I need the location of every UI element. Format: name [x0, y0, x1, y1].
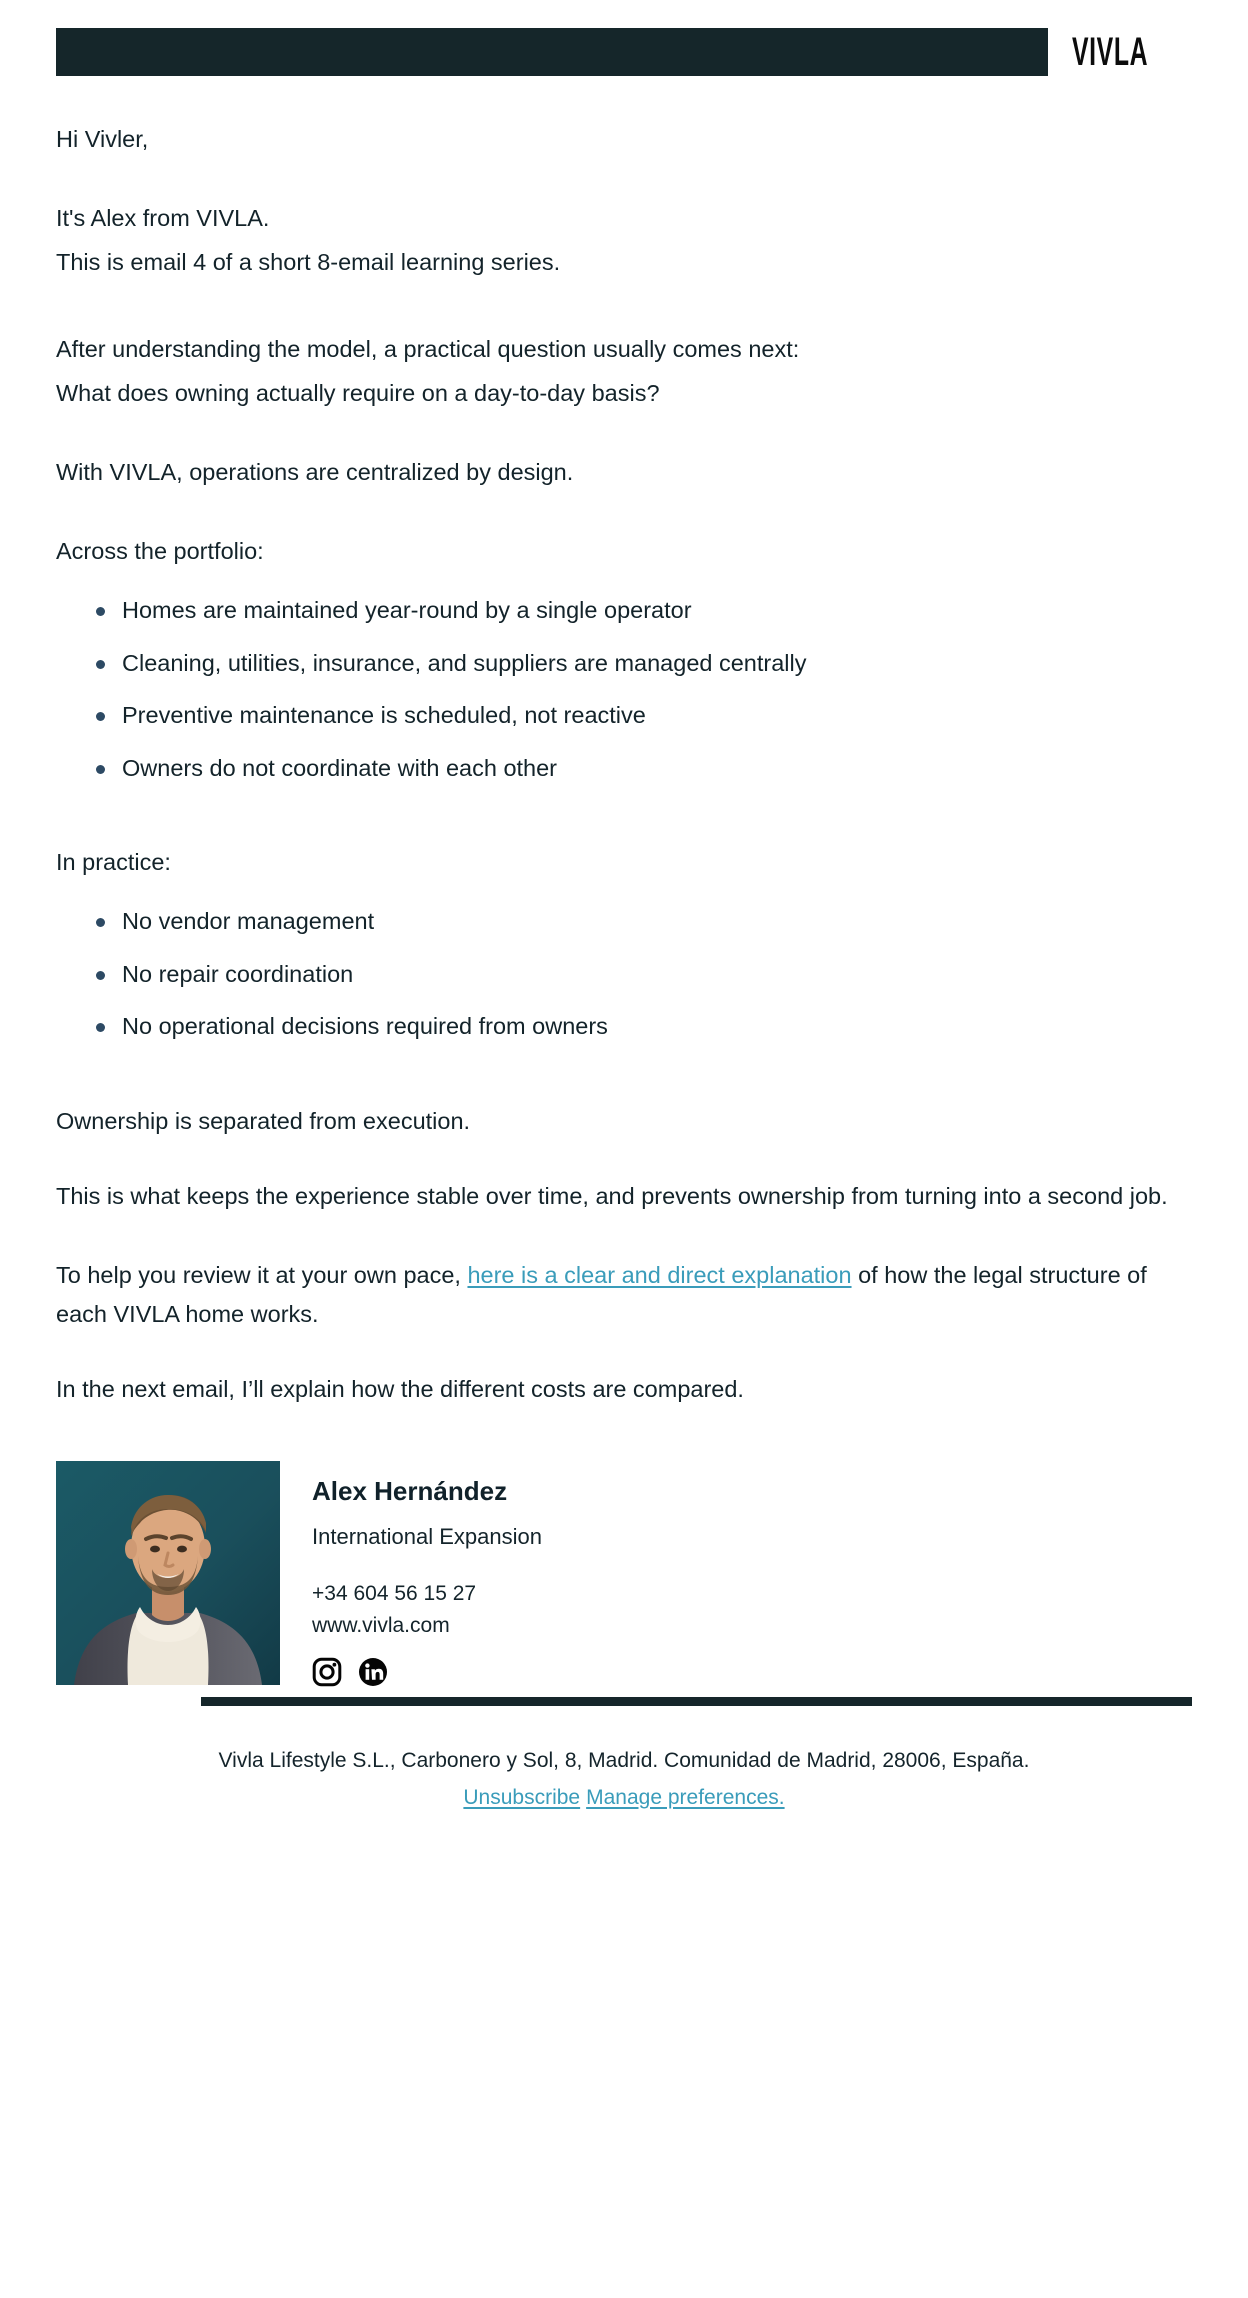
email-body — [0, 82, 1248, 1461]
question-block — [56, 334, 1192, 409]
review-text-before: To help you review it at your own pace, — [56, 1261, 468, 1288]
portfolio-list — [56, 595, 1192, 783]
list-item: No repair coordination — [94, 959, 1192, 990]
footer-address: Vivla Lifestyle S.L., Carbonero y Sol, 8, Madrid. Comunidad de Madrid, 28006, España. — [218, 1749, 1030, 1773]
linkedin-icon[interactable] — [358, 1657, 388, 1687]
review-text-after: of how the legal structure of each VIVLA home works. — [56, 1261, 1147, 1327]
manage-preferences-link[interactable]: Manage preferences. — [586, 1785, 785, 1809]
question-line-1: After understanding the model, a practical question usually comes next: — [56, 336, 800, 363]
list-item: Homes are maintained year-round by a single operator — [94, 595, 1192, 626]
signature-website: www.vivla.com — [312, 1613, 450, 1637]
vivla-logo: VIVLA — [1072, 30, 1149, 74]
email-footer — [0, 1706, 1248, 1837]
unsubscribe-link[interactable]: Unsubscribe — [463, 1785, 581, 1809]
signature-block — [0, 1461, 1248, 1687]
list-item: No vendor management — [94, 906, 1192, 937]
list-item: No operational decisions required from owners — [94, 1011, 1192, 1042]
legal-structure-link[interactable]: here is a clear and direct explanation — [467, 1261, 852, 1288]
footer-rule-wrap — [0, 1697, 1248, 1706]
avatar — [56, 1461, 280, 1685]
signature-text — [312, 1461, 1192, 1687]
list-item: Owners do not coordinate with each other — [94, 753, 1192, 784]
intro-line-1: It's Alex from VIVLA. — [56, 205, 270, 232]
list-item: Preventive maintenance is scheduled, not reactive — [94, 700, 1192, 731]
stability-paragraph: This is what keeps the experience stable over time, and prevents ownership from turning into a second job. — [56, 1182, 1168, 1209]
in-practice-heading: In practice: — [56, 849, 171, 876]
intro-line-2: This is email 4 of a short 8-email learning series. — [56, 249, 561, 276]
instagram-icon[interactable] — [312, 1657, 342, 1687]
review-paragraph — [56, 1256, 1186, 1334]
question-line-2: What does owning actually require on a day-to-day basis? — [56, 380, 660, 407]
footer-divider — [201, 1697, 1192, 1706]
centralized-statement: With VIVLA, operations are centralized by design. — [56, 459, 574, 486]
greeting-block — [56, 82, 1192, 155]
intro-block — [56, 203, 1192, 278]
signature-role: International Expansion — [312, 1524, 542, 1550]
in-practice-list — [56, 906, 1192, 1042]
social-links — [312, 1657, 1192, 1687]
separation-statement: Ownership is separated from execution. — [56, 1107, 471, 1134]
next-email-paragraph: In the next email, I’ll explain how the different costs are compared. — [56, 1375, 744, 1402]
footer-links — [40, 1783, 1208, 1813]
signature-name: Alex Hernández — [312, 1475, 508, 1506]
portfolio-heading: Across the portfolio: — [56, 538, 264, 565]
list-item: Cleaning, utilities, insurance, and suppliers are managed centrally — [94, 648, 1192, 679]
header-accent-bar — [56, 28, 1048, 76]
signature-phone: +34 604 56 15 27 — [312, 1582, 477, 1606]
greeting-text: Hi Vivler, — [56, 126, 149, 152]
email-header — [0, 0, 1248, 82]
